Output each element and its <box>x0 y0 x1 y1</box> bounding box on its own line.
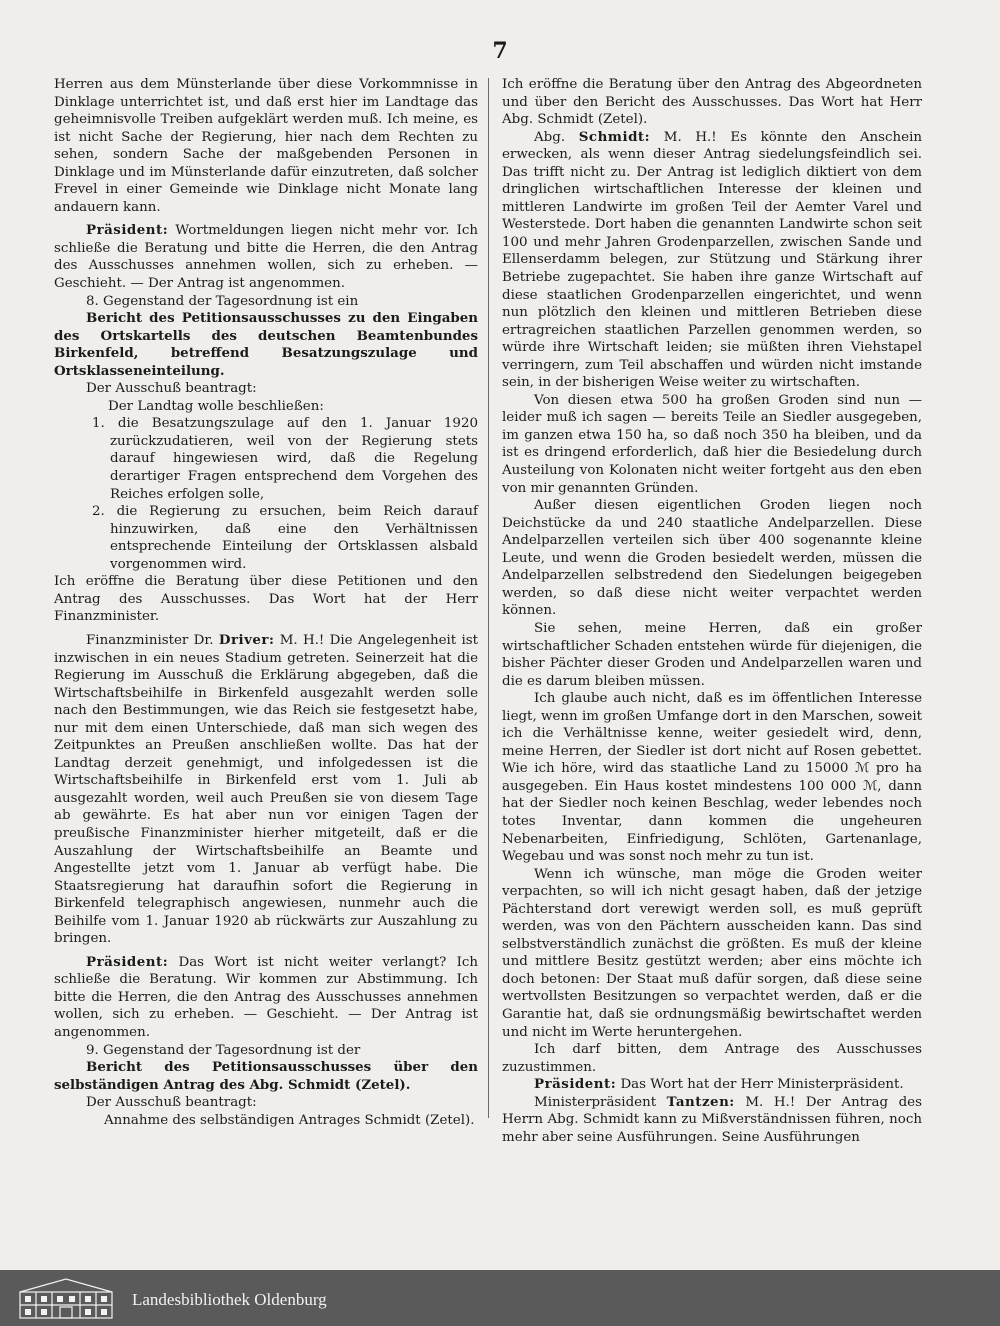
column-divider <box>488 78 489 1118</box>
speaker-title: Abg. <box>534 129 579 145</box>
speaker-name: Präsident: <box>86 222 169 239</box>
right-column <box>502 76 922 1146</box>
paragraph: Herren aus dem Münsterlande über diese Vorkommnisse in Dinklage unterrichtet ist, und daß erst hier im Landtage das geheimnisvolle Treiben aufgeklärt werden muß. Ich meine, es ist nicht Sache der Regierung, hier nach dem Rechten zu sehen, sondern Sache der maßgebenden Personen in Dinklage und im Münsterlande dafür einzutreten, daß solcher Frevel in einer Gemeinde wie Dinklage nicht Monate lang andauern kann. <box>54 77 478 215</box>
paragraph: Von diesen etwa 500 ha großen Groden sind nun — leider muß ich sagen — bereits Teile an Siedler ausgegeben, im ganzen etwa 150 ha, so daß noch 350 ha bleiben, und da ist es dringend erforderlich, daß hier die Besiedelung durch Austeilung von Kolonaten nicht weiter fortgeht aus den eben von mir genannten Gründen. <box>502 392 922 496</box>
left-column <box>54 76 478 1129</box>
agenda-item-intro: 9. Gegenstand der Tagesordnung ist der <box>86 1042 361 1058</box>
paragraph: Ich eröffne die Beratung über den Antrag des Abgeordneten und über den Bericht des Ausschusses. Das Wort hat Herr Abg. Schmidt (Zetel). <box>502 77 922 128</box>
resolution-point: 2. die Regierung zu ersuchen, beim Reich darauf hinzuwirken, daß eine den Verhältnissen entsprechende Einteilung der Ortsklassen alsbald vorgenommen wird. <box>92 504 478 572</box>
paragraph: Ich glaube auch nicht, daß es im öffentlichen Interesse liegt, wenn im großen Umfange dort in den Marschen, soweit ich die Verhältnisse kenne, weiter gesiedelt wird, denn, meine Herren, der Siedler ist dort nicht auf Rosen gebettet. Wie ich höre, wird das staatliche Land zu 15000 ℳ pro ha ausgegeben. Ein Haus kostet mindestens 100 000 ℳ, dann hat der Siedler noch keinen Beschlag, weder lebendes noch totes Inventar, dann kommen die ungeheuren Nebenarbeiten, Einfriedigung, Schlöten, Gartenanlage, Wegebau und was sonst noch mehr zu tun ist. <box>502 691 922 865</box>
speech-text: M. H.! Die Angelegenheit ist inzwischen in ein neues Stadium getreten. Seinerzeit hat die Regierung im Ausschuß die Erklärung abgegeben, daß die Wirtschaftsbeihilfe in Birkenfeld ausgezahlt werden solle nach den Bestimmungen, wie das Reich sie festgesetzt habe, nur mit dem einen Unterschiede, daß man sich wegen des Zeitpunktes an Preußen anschließen wollte. Das hat der Landtag derzeit genehmigt, und infolgedessen ist die Wirtschaftsbeihilfe in Birkenfeld erst vom 1. Juli ab ausgezahlt worden, weil auch Preußen sie von diesem Tage ab gewährte. Es hat aber nun vor einigen Tagen der preußische Finanzminister hierher mitgeteilt, daß er die Auszahlung der Wirtschaftsbeihilfe an Beamte und Angestellte jetzt vom 1. Januar ab verfügt habe. Die Staatsregierung hat daraufhin sofort die Regierung in Birkenfeld telegraphisch angewiesen, nunmehr auch die Beihilfe vom 1. Januar 1920 ab rückwärts zur Auszahlung zu bringen. <box>54 632 479 947</box>
library-name: Landesbibliothek Oldenburg <box>132 1290 327 1309</box>
speaker-title: Finanzminister Dr. <box>86 632 219 648</box>
resolution-point: 1. die Besatzungszulage auf den 1. Januar 1920 zurückzudatieren, weil von der Regierung stets darauf hingewiesen wird, daß die Regelung derartiger Fragen entsprechend dem Vorgehen des Reiches erfolgen solle, <box>92 416 478 502</box>
paragraph: Wenn ich wünsche, man möge die Groden weiter verpachten, so will ich nicht gesagt haben, daß der jetzige Pächterstand dort verewigt werden soll, es muß geprüft werden, was von den Pächtern ausscheiden kann. Das sind selbstverständlich zunächst die größten. Es muß der kleine und mittlere Besitz gestützt werden; aber eins möchte ich doch betonen: Der Staat muß dafür sorgen, daß diese seine wertvollsten Besitzungen so verpachtet werden, daß er die Garantie hat, daß sie ordnungsmäßig bewirtschaftet werden und nicht im Werte heruntergehen. <box>502 866 922 1040</box>
library-footer <box>0 1270 1000 1326</box>
resolution-intro: Der Landtag wolle beschließen: <box>108 398 324 414</box>
committee-motion: Der Ausschuß beantragt: <box>86 1095 257 1111</box>
speech-text: M. H.! Es könnte den Anschein erwecken, als wenn dieser Antrag siedelungsfeindlich sei. Das trifft nicht zu. Der Antrag ist lediglich diktiert von dem dringlichen wirtschaftlichen Interesse der kleinen und mittleren Landwirte im großen Teil der Aemter Varel und Westerstede. Dort haben die genannten Landwirte schon seit 100 und mehr Jahren Grodenparzellen, zwischen Sande und Ellenserdamm belegen, zur Stützung und Stärkung ihrer Betriebe zugepachtet. Sie haben ihre ganze Wirtschaft auf diese staatlichen Grodenparzellen eingerichtet, und wenn nun plötzlich den kleinen und mittleren Betrieben diese ertragreichen staatlichen Parzellen genommen werden, so würde ihre Wirtschaft leiden; sie müßten ihren Viehstapel verringern, zum Teil abschaffen und würden nicht imstande sein, in der bisherigen Weise weiter zu wirtschaften. <box>502 129 922 391</box>
speaker-name: Driver: <box>218 631 275 648</box>
agenda-item-title: Bericht des Petitionsausschusses über den selbständigen Antrag des Abg. Schmidt (Zetel). <box>54 1059 478 1093</box>
paragraph: Außer diesen eigentlichen Groden liegen noch Deichstücke da und 240 staatliche Andelparzellen. Diese Andelparzellen verteilen sich über 400 sogenannte kleine Leute, und wenn die Groden besiedelt werden, müssen die Andelparzellen selbstredend den Siedelungen beigegeben werden, so daß diese nicht weiter verpachtet werden können. <box>502 498 922 619</box>
paragraph <box>502 129 922 392</box>
motion-text: Annahme des selbständigen Antrages Schmidt (Zetel). <box>104 1112 475 1128</box>
agenda-item-intro: 8. Gegenstand der Tagesordnung ist ein <box>86 293 359 309</box>
speaker-name: Schmidt: <box>578 128 651 145</box>
page-number: 7 <box>492 38 508 64</box>
paragraph: Ich eröffne die Beratung über diese Petitionen und den Antrag des Ausschusses. Das Wort hat der Herr Finanzminister. <box>54 574 478 625</box>
library-building-icon <box>16 1276 116 1320</box>
speaker-name: Präsident: <box>534 1076 617 1093</box>
paragraph: Ich darf bitten, dem Antrage des Ausschusses zuzustimmen. <box>502 1042 922 1075</box>
speaker-name: Tantzen: <box>666 1093 735 1110</box>
speech-text: Das Wort hat der Herr Ministerpräsident. <box>616 1077 904 1093</box>
committee-motion: Der Ausschuß beantragt: <box>86 381 257 397</box>
paragraph: Sie sehen, meine Herren, daß ein großer wirtschaftlicher Schaden entstehen würde für diejenigen, die bisher Pächter dieser Groden und Andelparzellen waren und die es darum bleiben müssen. <box>502 620 922 689</box>
speaker-name: Präsident: <box>86 953 169 970</box>
paragraph <box>502 1094 922 1147</box>
paragraph <box>54 632 478 948</box>
paragraph <box>54 954 478 1042</box>
speech-text: Wortmeldungen liegen nicht mehr vor. Ich schließe die Beratung und bitte die Herren, die den Antrag des Ausschusses annehmen wollen, sich zu erheben. — Geschieht. — Der Antrag ist angenommen. <box>54 223 478 292</box>
speech-text: Das Wort ist nicht weiter verlangt? Ich schließe die Beratung. Wir kommen zur Abstimmung. Ich bitte die Herren, die den Antrag des Ausschusses annehmen wollen, sich zu erheben. — Geschieht. — Der Antrag ist angenommen. <box>54 954 478 1040</box>
paragraph <box>54 222 478 292</box>
paragraph <box>502 1076 922 1094</box>
speech-text: M. H.! Der Antrag des Herrn Abg. Schmidt kann zu Mißverständnissen führen, noch mehr aber seine Ausführungen. Seine Ausführungen <box>502 1094 922 1145</box>
agenda-item-title: Bericht des Petitionsausschusses zu den Eingaben des Ortskartells des deutschen Beamtenbundes Birkenfeld, betreffend Besatzungszulage und Ortsklasseneinteilung. <box>54 310 478 379</box>
speaker-title: Ministerpräsident <box>534 1094 667 1110</box>
